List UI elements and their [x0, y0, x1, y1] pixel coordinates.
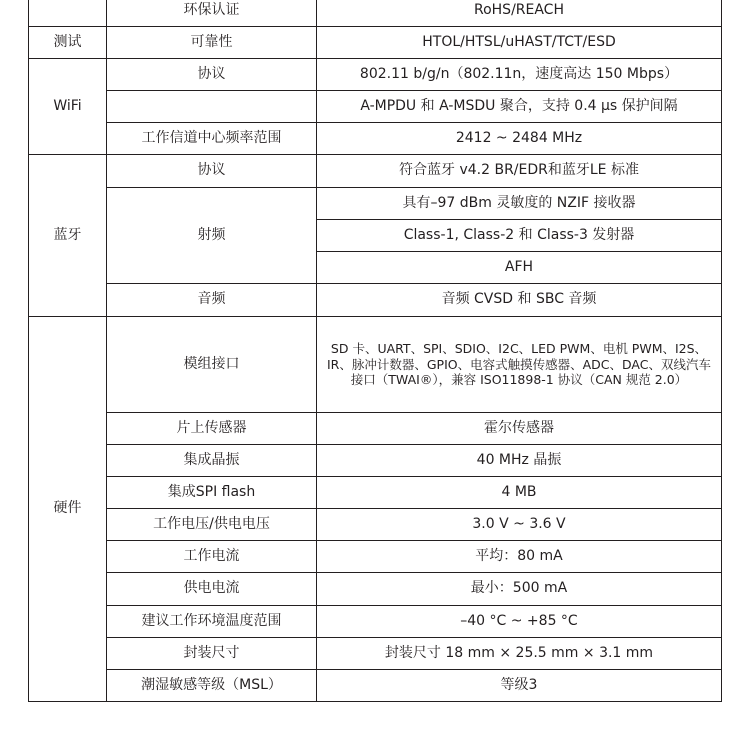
- row-label: 工作电压/供电电压: [107, 509, 317, 541]
- row-label: 建议工作环境温度范围: [107, 606, 317, 638]
- row-value: 音频 CVSD 和 SBC 音频: [317, 284, 722, 317]
- category-wifi: WiFi: [29, 59, 107, 155]
- category-test: 测试: [29, 27, 107, 59]
- table-row: [29, 59, 722, 91]
- row-value: 封装尺寸 18 mm × 25.5 mm × 3.1 mm: [317, 638, 722, 670]
- row-label: [107, 91, 317, 123]
- row-value: 4 MB: [317, 477, 722, 509]
- table-row: [29, 573, 722, 606]
- table-row: [29, 445, 722, 477]
- category-hardware: 硬件: [29, 317, 107, 702]
- row-value: RoHS/REACH: [317, 0, 722, 27]
- row-value: –40 °C ~ +85 °C: [317, 606, 722, 638]
- row-label: 协议: [107, 59, 317, 91]
- table-row: [29, 638, 722, 670]
- spec-table: [28, 0, 722, 702]
- row-label: 封装尺寸: [107, 638, 317, 670]
- row-value: A-MPDU 和 A-MSDU 聚合，支持 0.4 μs 保护间隔: [317, 91, 722, 123]
- row-value: 802.11 b/g/n（802.11n，速度高达 150 Mbps）: [317, 59, 722, 91]
- row-value: 等级3: [317, 670, 722, 702]
- row-label: 协议: [107, 155, 317, 188]
- row-label: 可靠性: [107, 27, 317, 59]
- row-label: 环保认证: [107, 0, 317, 27]
- table-row: [29, 188, 722, 220]
- row-value: 具有–97 dBm 灵敏度的 NZIF 接收器: [317, 188, 722, 220]
- row-value: 平均：80 mA: [317, 541, 722, 573]
- row-label: 工作电流: [107, 541, 317, 573]
- table-row: [29, 284, 722, 317]
- row-value: SD 卡、UART、SPI、SDIO、I2C、LED PWM、电机 PWM、I2S、IR、脉冲计数器、GPIO、电容式触摸传感器、ADC、DAC、双线汽车接口（TWAI®），兼容 ISO11898-1 协议（CAN 规范 2.0）: [317, 317, 722, 413]
- table-row: [29, 317, 722, 413]
- table-row: [29, 123, 722, 155]
- table-row: [29, 606, 722, 638]
- table-row: [29, 155, 722, 188]
- table-row: [29, 27, 722, 59]
- table-row: [29, 509, 722, 541]
- row-value: AFH: [317, 252, 722, 284]
- table-row: [29, 91, 722, 123]
- table-row: [29, 413, 722, 445]
- table-row: [29, 670, 722, 702]
- row-value: HTOL/HTSL/uHAST/TCT/ESD: [317, 27, 722, 59]
- row-label: 片上传感器: [107, 413, 317, 445]
- row-label: 射频: [107, 188, 317, 284]
- row-label: 模组接口: [107, 317, 317, 413]
- row-value: 霍尔传感器: [317, 413, 722, 445]
- row-label: 潮湿敏感等级（MSL）: [107, 670, 317, 702]
- row-value: Class-1, Class-2 和 Class-3 发射器: [317, 220, 722, 252]
- row-value: 最小：500 mA: [317, 573, 722, 606]
- row-value: 3.0 V ~ 3.6 V: [317, 509, 722, 541]
- row-label: 音频: [107, 284, 317, 317]
- table-row: [29, 0, 722, 27]
- row-value: 40 MHz 晶振: [317, 445, 722, 477]
- row-value: 符合蓝牙 v4.2 BR/EDR和蓝牙LE 标准: [317, 155, 722, 188]
- row-label: 集成SPI flash: [107, 477, 317, 509]
- category-bluetooth: 蓝牙: [29, 155, 107, 317]
- row-label: 工作信道中心频率范围: [107, 123, 317, 155]
- row-label: 供电电流: [107, 573, 317, 606]
- table-row: [29, 477, 722, 509]
- row-value: 2412 ~ 2484 MHz: [317, 123, 722, 155]
- row-label: 集成晶振: [107, 445, 317, 477]
- table-row: [29, 541, 722, 573]
- category-cell: [29, 0, 107, 27]
